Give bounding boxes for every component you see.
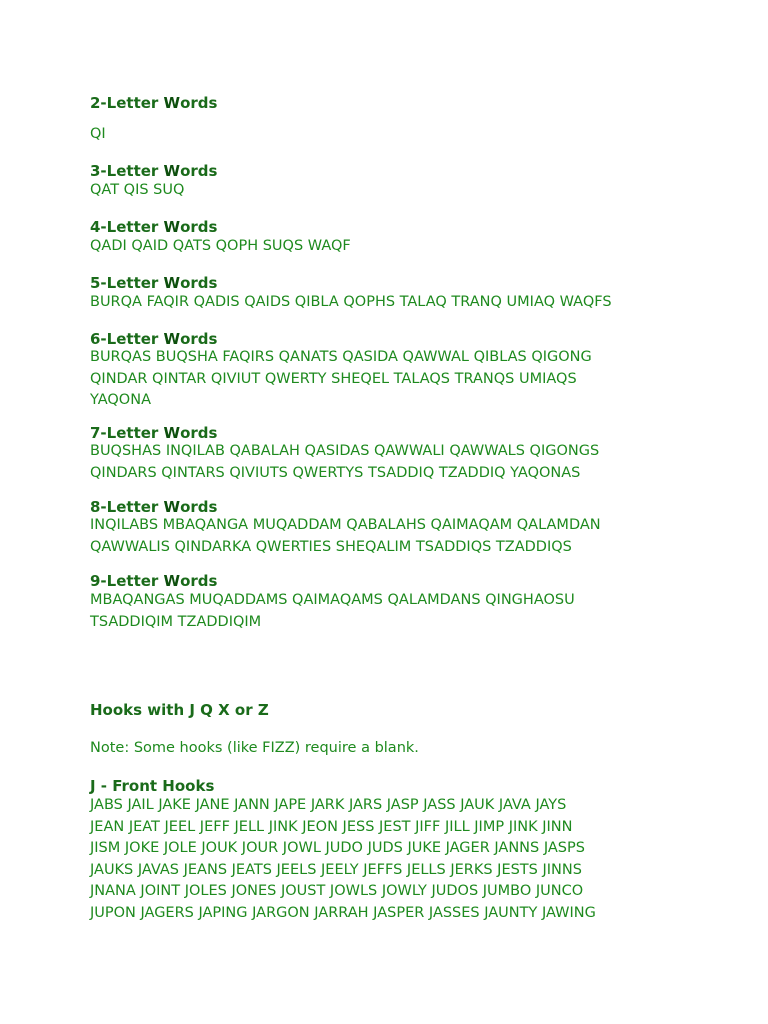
word-list-9-letter [90, 590, 690, 633]
word-line: BURQA FAQIR QADIS QAIDS QIBLA QOPHS TALAQ TRANQ UMIAQ WAQFS [90, 294, 612, 310]
word-list-2-letter [90, 124, 690, 146]
word-line: JABS JAIL JAKE JANE JANN JAPE JARK JARS JASP JASS JAUK JAVA JAYS [90, 797, 567, 813]
word-line: QAT QIS SUQ [90, 182, 185, 198]
section-heading-7-letter: 7-Letter Words [90, 424, 218, 442]
word-line: BURQAS BUQSHA FAQIRS QANATS QASIDA QAWWAL QIBLAS QIGONG [90, 349, 592, 365]
hooks-note [90, 738, 690, 760]
word-list-5-letter [90, 292, 690, 314]
word-list-4-letter [90, 236, 690, 258]
word-list-3-letter [90, 180, 690, 202]
word-line: JNANA JOINT JOLES JONES JOUST JOWLS JOWLY JUDOS JUMBO JUNCO [90, 883, 584, 899]
section-heading-9-letter: 9-Letter Words [90, 572, 218, 590]
hooks-title: Hooks with J Q X or Z [90, 701, 269, 719]
word-line: JAUKS JAVAS JEANS JEATS JEELS JEELY JEFFS JELLS JERKS JESTS JINNS [90, 861, 582, 878]
word-line: QINDAR QINTAR QIVIUT QWERTY SHEQEL TALAQS TRANQS UMIAQS [90, 370, 577, 387]
word-line: MBAQANGAS MUQADDAMS QAIMAQAMS QALAMDANS QINGHAOSU [90, 592, 575, 608]
word-line: JUPON JAGERS JAPING JARGON JARRAH JASPER JASSES JAUNTY JAWING [90, 904, 596, 921]
word-line: BUQSHAS INQILAB QABALAH QASIDAS QAWWALI QAWWALS QIGONGS [90, 443, 600, 459]
j-front-hooks-heading: J - Front Hooks [90, 777, 215, 795]
section-heading-5-letter: 5-Letter Words [90, 274, 218, 292]
section-heading-6-letter: 6-Letter Words [90, 330, 218, 348]
word-line: INQILABS MBAQANGA MUQADDAM QABALAHS QAIMAQAM QALAMDAN [90, 517, 601, 533]
word-line: QAWWALIS QINDARKA QWERTIES SHEQALIM TSADDIQS TZADDIQS [90, 538, 572, 555]
note-line: Note: Some hooks (like FIZZ) require a blank. [90, 740, 419, 756]
section-heading-2-letter: 2-Letter Words [90, 94, 218, 112]
j-front-hooks-list [90, 795, 690, 924]
word-line: JEAN JEAT JEEL JEFF JELL JINK JEON JESS JEST JIFF JILL JIMP JINK JINN [90, 818, 573, 835]
section-heading-8-letter: 8-Letter Words [90, 498, 218, 516]
section-heading-4-letter: 4-Letter Words [90, 218, 218, 236]
word-line: JISM JOKE JOLE JOUK JOUR JOWL JUDO JUDS JUKE JAGER JANNS JASPS [90, 840, 585, 856]
word-list-8-letter [90, 515, 690, 558]
word-list-7-letter [90, 441, 690, 484]
word-line: YAQONA [90, 392, 151, 408]
word-line: TSADDIQIM TZADDIQIM [90, 613, 262, 630]
word-line: QI [90, 126, 106, 142]
word-line: QADI QAID QATS QOPH SUQS WAQF [90, 238, 351, 254]
section-heading-3-letter: 3-Letter Words [90, 162, 218, 180]
word-line: QINDARS QINTARS QIVIUTS QWERTYS TSADDIQ TZADDIQ YAQONAS [90, 464, 581, 481]
word-list-6-letter [90, 347, 690, 412]
